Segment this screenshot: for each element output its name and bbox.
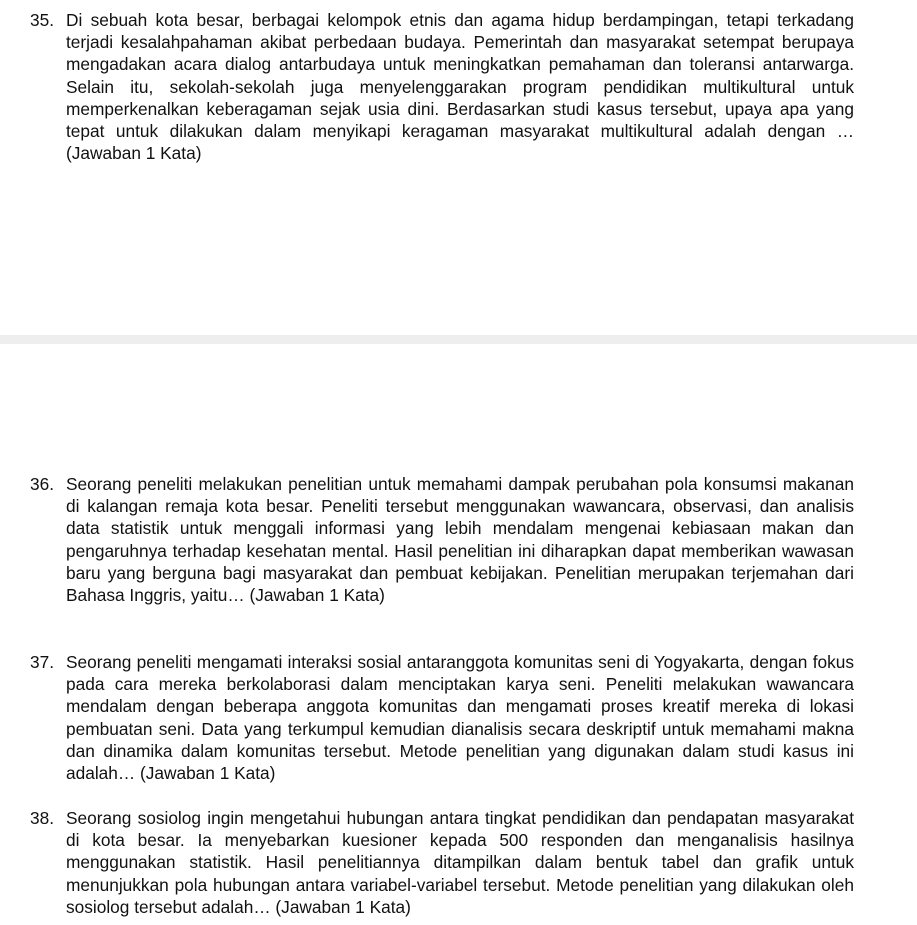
question-text: Di sebuah kota besar, berbagai kelompok etnis dan agama hidup berdampingan, tetapi terkadang terjadi kesalahpahaman akibat perbedaan budaya. Pemerintah dan masyarakat setempat berupaya mengadakan acara dialog antarbudaya untuk meningkatkan pemahaman dan toleransi antarwarga. Selain itu, sekolah-sekolah juga menyelenggarakan program pendidikan multikultural untuk memperkenalkan keberagaman sejak usia dini. Berdasarkan studi kasus tersebut, upaya apa yang tepat untuk dilakukan dalam menyikapi keragaman masyarakat multikultural adalah dengan … (Jawaban 1 Kata) xyxy=(66,10,854,164)
question-text: Seorang sosiolog ingin mengetahui hubungan antara tingkat pendidikan dan pendapatan masyarakat di kota besar. Ia menyebarkan kuesioner kepada 500 responden dan menganalisis hasilnya menggunakan statistik. Hasil penelitiannya ditampilkan dalam bentuk tabel dan grafik untuk menunjukkan pola hubungan antara variabel-variabel tersebut. Metode penelitian yang dilakukan oleh sosiolog tersebut adalah… (Jawaban 1 Kata) xyxy=(66,808,854,917)
question-text: Seorang peneliti melakukan penelitian untuk memahami dampak perubahan pola konsumsi makanan di kalangan remaja kota besar. Peneliti tersebut menggunakan wawancara, observasi, dan analisis data statistik untuk menggali informasi yang lebih mendalam mengenai kebiasaan makan dan pengaruhnya terhadap kesehatan mental. Hasil penelitian ini diharapkan dapat memberikan wawasan baru yang berguna bagi masyarakat dan pembuat kebijakan. Penelitian merupakan terjemahan dari Bahasa Inggris, yaitu… (Jawaban 1 Kata) xyxy=(66,474,854,606)
page-divider xyxy=(0,335,917,344)
question-37 xyxy=(30,651,854,784)
question-38 xyxy=(30,807,854,918)
question-36 xyxy=(30,473,854,606)
question-number: 37. xyxy=(30,652,55,672)
question-number: 35. xyxy=(30,10,55,30)
question-35 xyxy=(30,9,854,164)
question-text: Seorang peneliti mengamati interaksi sosial antaranggota komunitas seni di Yogyakarta, dengan fokus pada cara mereka berkolaborasi dalam menciptakan karya seni. Peneliti melakukan wawancara mendalam dengan beberapa anggota komunitas dan mengamati proses kreatif mereka di lokasi pembuatan seni. Data yang terkumpul kemudian dianalisis secara deskriptif untuk memahami makna dan dinamika dalam komunitas tersebut. Metode penelitian yang digunakan dalam studi kasus ini adalah… (Jawaban 1 Kata) xyxy=(66,652,854,784)
question-number: 38. xyxy=(30,808,55,828)
question-number: 36. xyxy=(30,474,55,494)
